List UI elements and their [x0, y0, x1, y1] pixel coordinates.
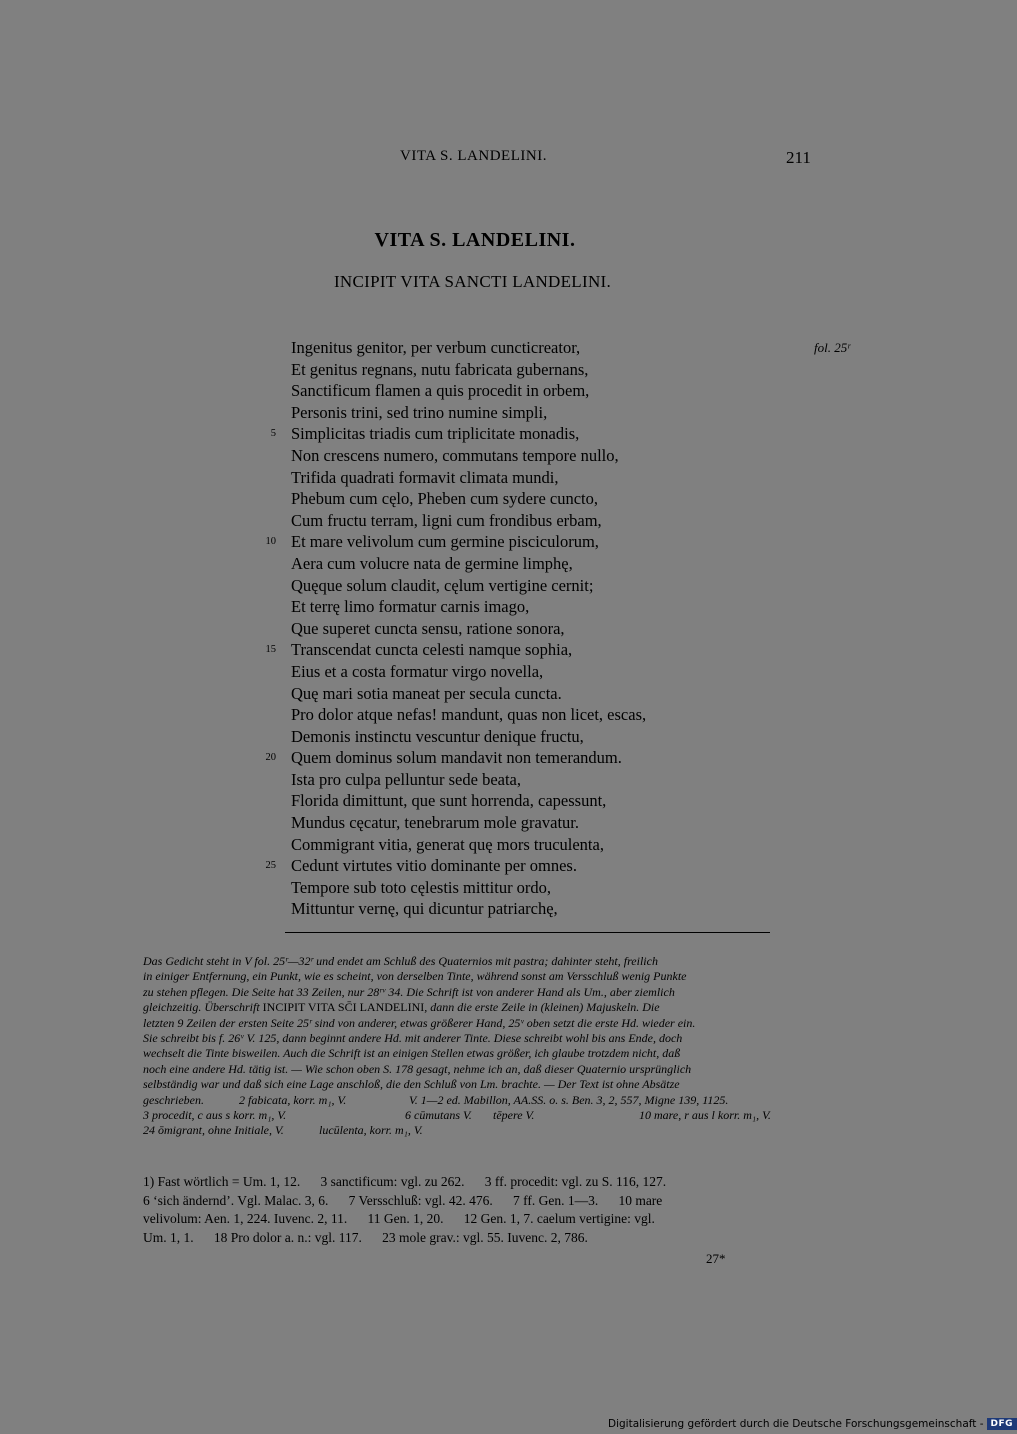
apparatus-entry: 24 ōmigrant, ohne Initiale, V.: [143, 1123, 284, 1138]
verse-text: Demonis instinctu vescuntur denique fructu,: [291, 726, 584, 746]
line-number: 10: [265, 536, 276, 548]
verse-line: [0, 380, 1000, 402]
verse-text: Personis trini, sed trino numine simpli,: [291, 402, 548, 422]
verse-line: [0, 402, 1000, 424]
apparatus-entry: 2 fabicata, korr. m₁, V.: [239, 1092, 347, 1107]
verse-text: Tempore sub toto cęlestis mittitur ordo,: [291, 877, 552, 897]
note-line: velivolum: Aen. 1, 224. Iuvenc. 2, 11. 11 Gen. 1, 20. 12 Gen. 1, 7. caelum vertigine: vgl.: [143, 1211, 655, 1226]
verse-text: Ista pro culpa pelluntur sede beata,: [291, 769, 521, 789]
apparatus-text: geschrieben.: [143, 1092, 204, 1107]
note-line: 6 ‘sich ändernd’. Vgl. Malac. 3, 6. 7 Versschluß: vgl. 42. 476. 7 ff. Gen. 1—3. 10 mare: [143, 1192, 663, 1208]
running-head: [0, 148, 1000, 170]
apparatus-line: letzten 9 Zeilen der ersten Seite 25ʳ sind von anderer, etwas größerer Hand, 25ᵛ oben setzt die erste Hd. wieder ein.: [143, 1015, 696, 1030]
verse-line: [0, 877, 1000, 899]
verse-text: Eius et a costa formatur virgo novella,: [291, 661, 544, 681]
verse-text: Sanctificum flamen a quis procedit in orbem,: [291, 381, 590, 401]
line-number: 15: [265, 644, 276, 656]
apparatus-line: Das Gedicht steht in V fol. 25ʳ—32ʳ und endet am Schluß des Quaternios mit pastra; dahinter steht, freilich: [143, 954, 658, 968]
footer-text: Digitalisierung gefördert durch die Deutsche Forschungsgemeinschaft -: [608, 1418, 984, 1430]
verse-text: Mundus cęcatur, tenebrarum mole gravatur.: [291, 813, 579, 833]
verse-line: [0, 790, 1000, 812]
verse-line: [0, 553, 1000, 575]
apparatus-entry: 6 cūmutans V.: [405, 1108, 472, 1123]
verse-text: Florida dimittunt, que sunt horrenda, capessunt,: [291, 791, 607, 811]
apparatus-line: [143, 1123, 815, 1138]
verse-text: Que superet cuncta sensu, ratione sonora,: [291, 618, 565, 638]
folio-marker: fol. 25ʳ: [814, 340, 851, 355]
apparatus-line: [143, 1093, 815, 1108]
line-number: 25: [265, 860, 276, 872]
verse-text: Cedunt virtutes vitio dominante per omnes.: [291, 856, 577, 876]
verse-text: Ingenitus genitor, per verbum cuncticreator,: [291, 338, 581, 357]
verse-line: [0, 812, 1000, 834]
apparatus-text: gleichzeitig. Überschrift: [143, 1000, 263, 1015]
verse-text: Quem dominus solum mandavit non temerandum.: [291, 748, 622, 768]
note-line: 1) Fast wörtlich = Um. 1, 12. 3 sanctificum: vgl. zu 262. 3 ff. procedit: vgl. zu S. 116, 127.: [143, 1174, 667, 1189]
poem-text: [0, 337, 1000, 920]
incipit-heading: INCIPIT VITA SANCTI LANDELINI.: [333, 272, 612, 291]
apparatus-entry: V. 1—2 ed. Mabillon, AA.SS. o. s. Ben. 3, 2, 557, Migne 139, 1125.: [409, 1092, 729, 1107]
source-notes: [143, 1173, 815, 1247]
verse-line: [0, 575, 1000, 597]
apparatus-text: , dann die erste Zeile in (kleinen) Majuskeln. Die: [424, 1000, 660, 1015]
verse-text: Et genitus regnans, nutu fabricata gubernans,: [291, 359, 589, 379]
verse-line: [0, 639, 1000, 661]
verse-line: [0, 898, 1000, 920]
verse-line: [0, 618, 1000, 640]
apparatus-line: wechselt die Tinte bisweilen. Auch die Schrift ist an einigen Stellen etwas größer, ich glaube trotzdem nicht, daß: [143, 1046, 681, 1061]
critical-apparatus: [143, 954, 815, 1139]
verse-line: [0, 359, 1000, 381]
verse-line: [0, 423, 1000, 445]
verse-text: Simplicitas triadis cum triplicitate monadis,: [291, 424, 580, 444]
verse-text: Et mare velivolum cum germine pisciculorum,: [291, 532, 599, 552]
dfg-logo: DFG: [987, 1418, 1017, 1430]
verse-line: [0, 510, 1000, 532]
apparatus-line: [143, 1000, 815, 1015]
apparatus-line: [143, 1108, 815, 1123]
verse-line: [0, 467, 1000, 489]
page-title: VITA S. LANDELINI.: [374, 229, 576, 251]
verse-line: [0, 704, 1000, 726]
verse-line: [0, 683, 1000, 705]
verse-text: Pro dolor atque nefas! mandunt, quas non licet, escas,: [291, 705, 647, 725]
footnote-rule: [285, 932, 770, 933]
apparatus-entry: 10 mare, r aus l korr. m₁, V.: [639, 1108, 771, 1123]
verse-text: Non crescens numero, commutans tempore nullo,: [291, 445, 619, 465]
running-head-title: VITA S. LANDELINI.: [400, 148, 547, 164]
apparatus-line: noch eine andere Hd. tätig ist. — Wie schon oben S. 178 gesagt, nehme ich an, daß dieser Quaternio ursprünglich: [143, 1061, 692, 1076]
verse-line: [0, 596, 1000, 618]
verse-text: Transcendat cuncta celesti namque sophia,: [291, 640, 573, 660]
verse-line: [0, 726, 1000, 748]
verse-text: Phebum cum cęlo, Pheben cum sydere cuncto,: [291, 489, 598, 509]
verse-line: [0, 769, 1000, 791]
verse-text: Et terrę limo formatur carnis imago,: [291, 597, 530, 617]
line-number: 20: [265, 752, 276, 764]
apparatus-line: zu stehen pflegen. Die Seite hat 33 Zeilen, nur 28ʳᵛ 34. Die Schrift ist von anderer Hand als Um., aber ziemlich: [143, 984, 675, 999]
verse-text: Trifida quadrati formavit climata mundi,: [291, 467, 559, 487]
verse-line: [0, 834, 1000, 856]
verse-text: Commigrant vitia, generat quę mors truculenta,: [291, 834, 604, 854]
page-number: 211: [786, 148, 811, 167]
signature-mark: 27*: [706, 1251, 726, 1266]
apparatus-line: Sie schreibt bis f. 26ᵛ V. 125, dann beginnt andere Hd. mit anderer Tinte. Diese schreibt wohl bis ans Ende, doch: [143, 1031, 683, 1046]
verse-line: [0, 337, 1000, 359]
verse-line: [0, 661, 1000, 683]
verse-line: [0, 747, 1000, 769]
verse-line: [0, 445, 1000, 467]
verse-line: [0, 855, 1000, 877]
verse-text: Mittuntur vernę, qui dicuntur patriarchę,: [291, 899, 558, 919]
verse-text: Quęque solum claudit, cęlum vertigine cernit;: [291, 575, 594, 595]
apparatus-entry: 3 procedit, c aus s korr. m₁, V.: [143, 1108, 287, 1123]
line-number: 5: [270, 428, 276, 440]
apparatus-entry: lucūlenta, korr. m₁, V.: [319, 1123, 423, 1138]
verse-line: [0, 488, 1000, 510]
note-line: Um. 1, 1. 18 Pro dolor a. n.: vgl. 117. 23 mole grav.: vgl. 55. Iuvenc. 2, 786.: [143, 1229, 588, 1245]
apparatus-line: selbständig war und daß sich eine Lage anschloß, die den Schluß von Lm. brachte. — Der Text ist ohne Absätze: [143, 1077, 680, 1092]
apparatus-title-quote: INCIPIT VITA SC̄I LANDELINI: [262, 1000, 425, 1015]
verse-text: Aera cum volucre nata de germine limphę,: [291, 553, 573, 573]
verse-line: [0, 531, 1000, 553]
verse-text: Cum fructu terram, ligni cum frondibus erbam,: [291, 510, 602, 530]
digitization-footer: [608, 1416, 1017, 1432]
apparatus-line: in einiger Entfernung, ein Punkt, wie es scheint, von derselben Tinte, während sonst am Versschluß wenig Punkte: [143, 969, 687, 984]
apparatus-entry: tēpere V.: [493, 1108, 535, 1123]
verse-text: Quę mari sotia maneat per secula cuncta.: [291, 683, 562, 703]
